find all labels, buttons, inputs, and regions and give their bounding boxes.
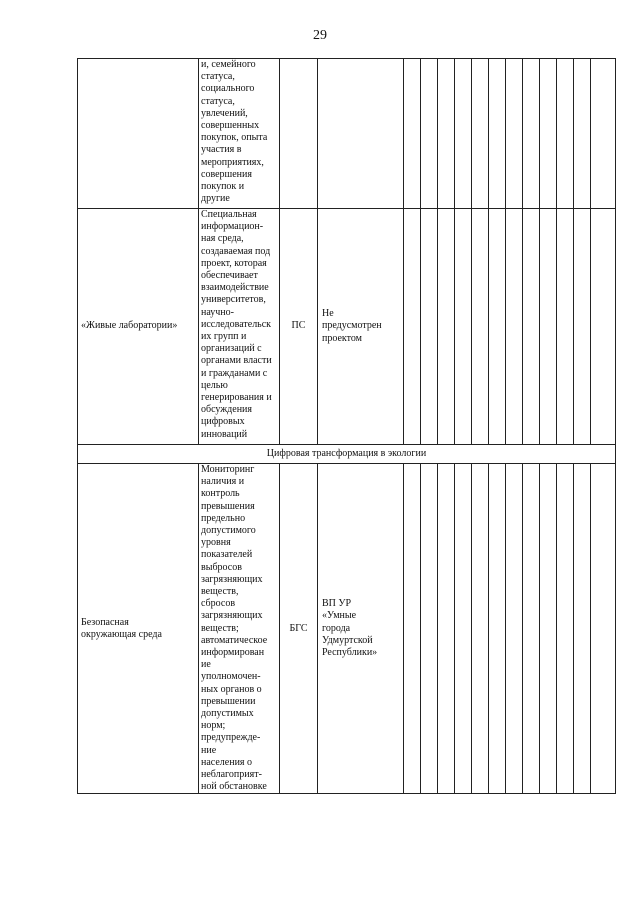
empty-cell — [472, 464, 489, 794]
empty-cell — [540, 464, 557, 794]
program-table — [77, 58, 616, 794]
empty-cell — [421, 209, 438, 445]
code-cell: ПС — [280, 209, 318, 445]
code-cell: БГС — [280, 464, 318, 794]
empty-cell — [557, 209, 574, 445]
empty-cell — [489, 464, 506, 794]
source-cell — [318, 59, 404, 209]
empty-cell — [404, 464, 421, 794]
technology-name-cell: Безопасная окружающая среда — [78, 464, 199, 794]
empty-cell — [523, 59, 540, 209]
empty-cell — [540, 59, 557, 209]
empty-cell — [574, 59, 591, 209]
technology-name-cell — [78, 59, 199, 209]
empty-cell — [455, 59, 472, 209]
empty-cell — [438, 59, 455, 209]
empty-cell — [506, 59, 523, 209]
empty-cell — [523, 464, 540, 794]
empty-cell — [404, 209, 421, 445]
description-cell: Специальная информацион- ная среда, создаваемая под проект, которая обеспечивает взаимодействие университетов, научно- исследовательск их групп и организаций с органами власти и гражданами с целью генерирования и обсуждения цифровых инноваций — [199, 209, 280, 445]
empty-cell — [506, 209, 523, 445]
empty-cell — [438, 464, 455, 794]
empty-cell — [438, 209, 455, 445]
table-row — [78, 464, 616, 794]
section-title: Цифровая трансформация в экологии — [78, 445, 616, 464]
empty-cell — [472, 209, 489, 445]
table-row — [78, 59, 616, 209]
code-cell — [280, 59, 318, 209]
page-number: 29 — [313, 28, 327, 43]
empty-cell — [455, 209, 472, 445]
empty-cell — [540, 209, 557, 445]
empty-cell — [472, 59, 489, 209]
empty-cell — [506, 464, 523, 794]
empty-cell — [591, 209, 616, 445]
source-cell: Не предусмотрен проектом — [318, 209, 404, 445]
source-cell: ВП УР «Умные города Удмуртской Республики» — [318, 464, 404, 794]
description-cell: Мониторинг наличия и контроль превышения предельно допустимого уровня показателей выбросов загрязняющих веществ, сбросов загрязняющих веществ; автоматическое информирован ие уполномочен- ных органов о превышении допустимых норм; предупрежде- ние населения о неблагоприят- ной обстановке — [199, 464, 280, 794]
empty-cell — [421, 59, 438, 209]
empty-cell — [557, 464, 574, 794]
empty-cell — [421, 464, 438, 794]
empty-cell — [574, 464, 591, 794]
empty-cell — [455, 464, 472, 794]
empty-cell — [523, 209, 540, 445]
empty-cell — [404, 59, 421, 209]
empty-cell — [591, 464, 616, 794]
empty-cell — [557, 59, 574, 209]
description-cell: и, семейного статуса, социального статуса, увлечений, совершенных покупок, опыта участия в мероприятиях, совершения покупок и другие — [199, 59, 280, 209]
empty-cell — [591, 59, 616, 209]
section-row — [78, 445, 616, 464]
technology-name-cell: «Живые лаборатории» — [78, 209, 199, 445]
table-row — [78, 209, 616, 445]
empty-cell — [574, 209, 591, 445]
empty-cell — [489, 209, 506, 445]
empty-cell — [489, 59, 506, 209]
